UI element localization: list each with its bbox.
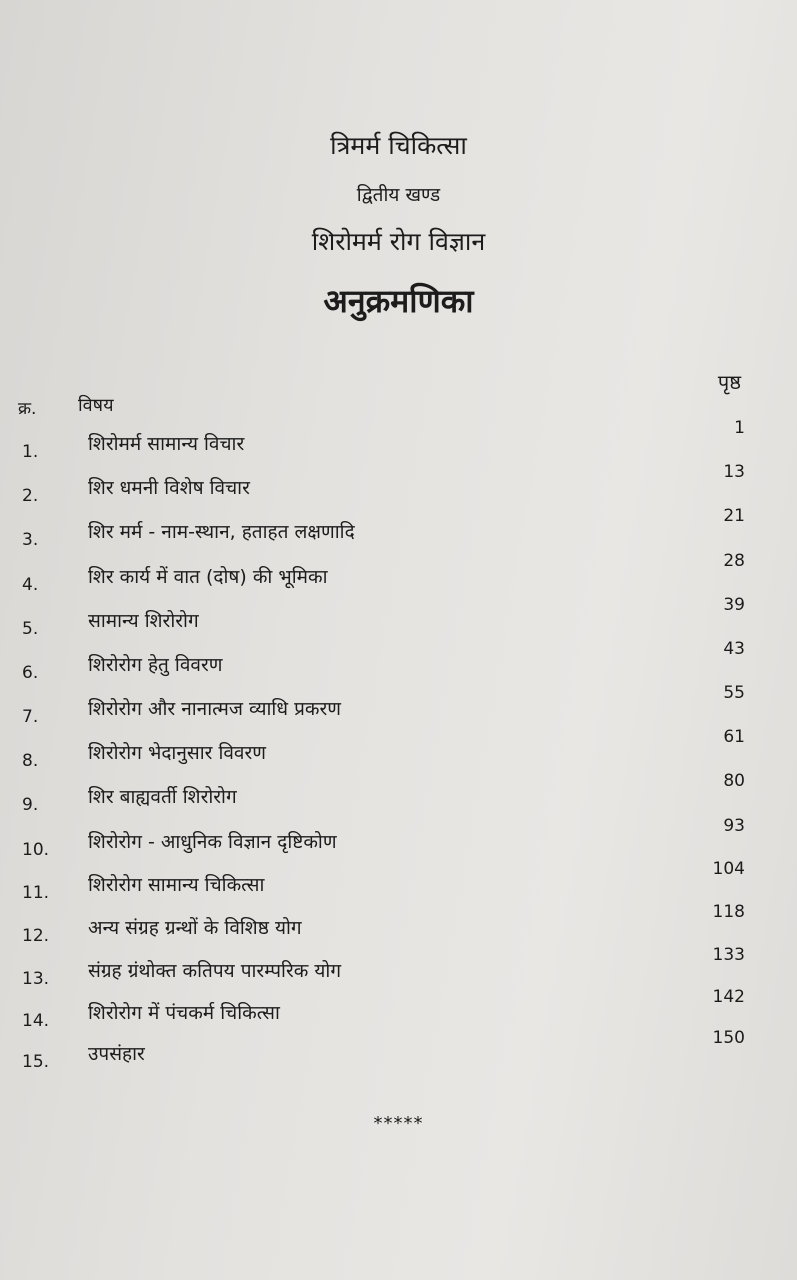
toc-page: 80 [723,771,745,791]
toc-number: 11. [22,883,50,903]
toc-row [0,418,797,474]
toc-number: 3. [22,530,39,550]
toc-subject: शिर धमनी विशेष विचार [88,477,250,499]
toc-subject: शिर बाह्यवर्ती शिरोरोग [88,786,237,808]
toc-row [0,506,797,562]
toc-number: 1. [22,442,39,462]
toc-row [0,816,797,872]
toc-page: 21 [723,506,745,526]
toc-page: 133 [712,945,745,965]
toc-page: 55 [723,683,745,703]
toc-page: 118 [712,902,745,922]
toc-page: 104 [712,859,745,879]
toc-page: 150 [712,1028,745,1048]
toc-row [0,595,797,651]
column-header-subject: विषय [78,395,114,416]
toc-subject: अन्य संग्रह ग्रन्थों के विशिष्ठ योग [88,917,302,939]
toc-page: 1 [734,418,745,438]
toc-page: 61 [723,727,745,747]
book-subtitle: शिरोमर्म रोग विज्ञान [311,227,486,256]
toc-row [0,987,797,1043]
toc-number: 8. [22,751,39,771]
toc-row [0,727,797,783]
toc-number: 14. [22,1011,50,1031]
column-header-number: क्र. [18,399,37,419]
toc-subject: उपसंहार [88,1043,145,1065]
toc-row [0,683,797,739]
toc-page: 142 [712,987,745,1007]
toc-page: 13 [723,462,745,482]
toc-subject: शिरोरोग सामान्य चिकित्सा [88,874,265,896]
toc-number: 13. [22,969,50,989]
book-part: द्वितीय खण्ड [356,184,441,206]
toc-number: 9. [22,795,39,815]
toc-number: 2. [22,486,39,506]
toc-row [0,771,797,827]
toc-row [0,462,797,518]
toc-row [0,551,797,607]
toc-page: 28 [723,551,745,571]
book-title: त्रिमर्म चिकित्सा [330,131,467,160]
toc-row [0,639,797,695]
toc-subject: शिरोरोग और नानात्मज व्याधि प्रकरण [88,698,341,720]
toc-row [0,859,797,915]
toc-subject: शिरोमर्म सामान्य विचार [88,433,245,455]
toc-number: 7. [22,707,39,727]
toc-row [0,902,797,958]
toc-subject: शिरोरोग में पंचकर्म चिकित्सा [88,1002,280,1024]
toc-subject: सामान्य शिरोरोग [88,610,199,632]
toc-number: 15. [22,1052,50,1072]
toc-number: 5. [22,619,39,639]
index-title: अनुक्रमणिका [323,282,474,320]
toc-page: 39 [723,595,745,615]
toc-row [0,945,797,1001]
toc-subject: शिरोरोग - आधुनिक विज्ञान दृष्टिकोण [88,831,337,853]
toc-row [0,1028,797,1084]
column-header-page: पृष्ठ [717,370,741,394]
toc-subject: शिरोरोग भेदानुसार विवरण [88,742,267,764]
toc-subject: शिर मर्म - नाम-स्थान, हताहत लक्षणादि [88,521,355,543]
toc-number: 12. [22,926,50,946]
toc-number: 6. [22,663,39,683]
toc-page: 43 [723,639,745,659]
toc-page: 93 [723,816,745,836]
toc-number: 4. [22,575,39,595]
toc-subject: शिरोरोग हेतु विवरण [88,654,223,676]
toc-number: 10. [22,840,50,860]
end-ornament: ***** [373,1113,424,1134]
toc-subject: शिर कार्य में वात (दोष) की भूमिका [88,566,328,588]
toc-subject: संग्रह ग्रंथोक्त कतिपय पारम्परिक योग [88,960,342,982]
